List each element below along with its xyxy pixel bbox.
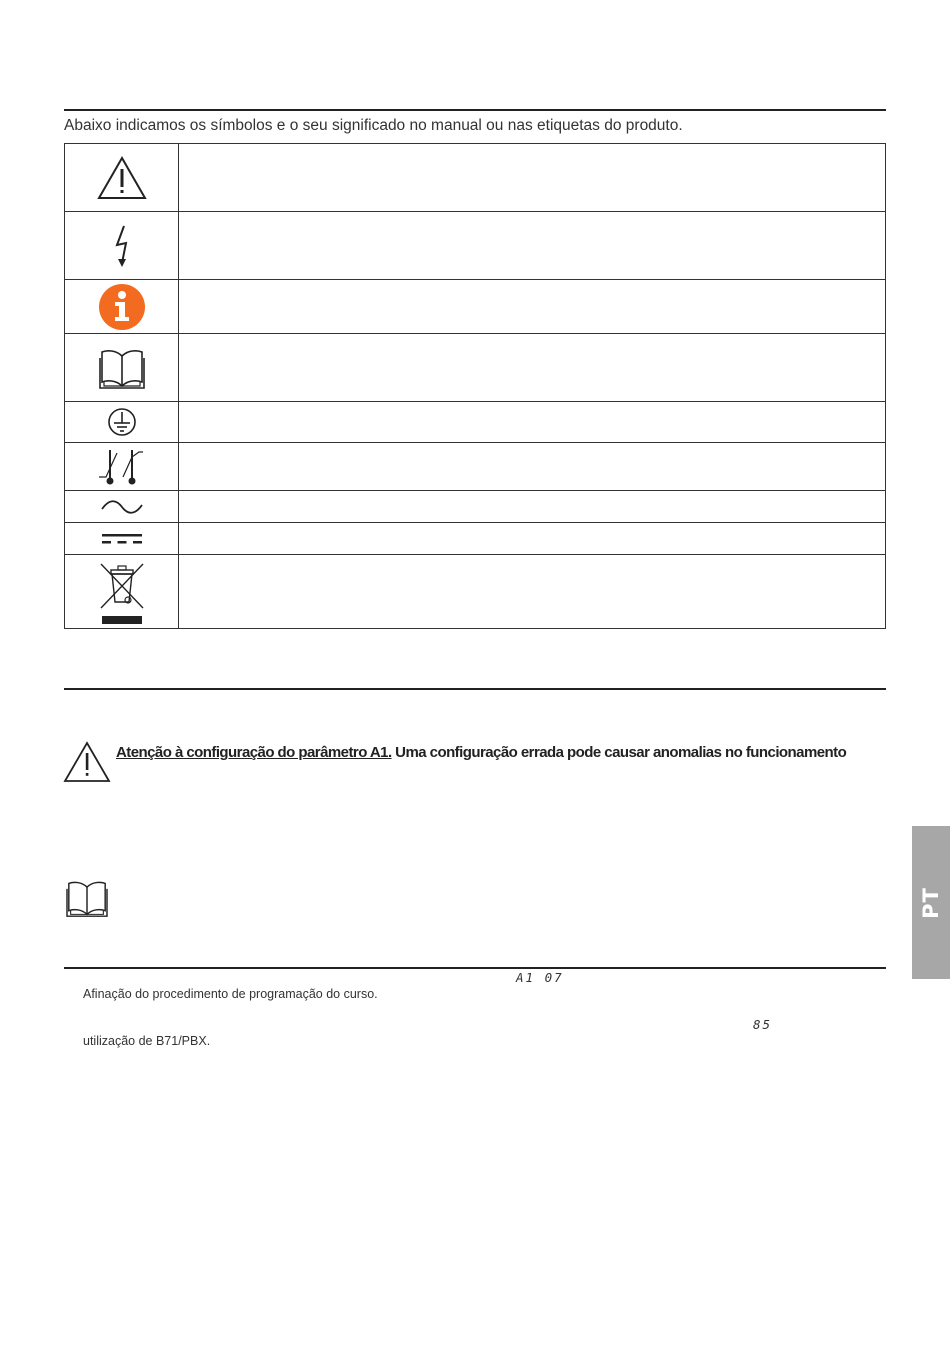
- bottom-rule: [64, 967, 886, 969]
- language-tab: [912, 826, 950, 979]
- warning-triangle-icon: [96, 155, 148, 201]
- open-book-icon: [64, 878, 110, 918]
- symbol-description: [179, 402, 886, 443]
- display-readout-a1: A1 07: [516, 970, 564, 985]
- symbol-description: [179, 280, 886, 334]
- symbol-description: [179, 523, 886, 555]
- intro-text: Abaixo indicamos os símbolos e o seu significado no manual ou nas etiquetas do produto.: [64, 117, 683, 134]
- warning-triangle-icon: [63, 740, 111, 784]
- alternating-current-icon: [100, 499, 144, 515]
- lightning-bolt-icon: [111, 223, 133, 269]
- symbol-description: [179, 491, 886, 523]
- table-row: [65, 491, 886, 523]
- table-row: [65, 443, 886, 491]
- display-readout-85: 85: [753, 1017, 773, 1032]
- table-row: [65, 523, 886, 555]
- crossed-bin-weee-icon: [97, 558, 147, 626]
- symbols-table: [64, 143, 886, 629]
- symbol-description: [179, 212, 886, 280]
- table-row: [65, 555, 886, 629]
- open-book-icon: [97, 346, 147, 390]
- note-text: Afinação do procedimento de programação do curso.: [83, 987, 378, 1001]
- information-icon: [98, 283, 146, 331]
- symbol-description: [179, 555, 886, 629]
- table-row: [65, 212, 886, 280]
- temperature-range-icon: [97, 447, 147, 487]
- table-row: [65, 144, 886, 212]
- warning-text: Uma configuração errada pode causar anomalias no funcionamento: [391, 744, 847, 761]
- symbol-description: [179, 334, 886, 402]
- language-tab-label: PT: [919, 886, 943, 919]
- note-text: utilização de B71/PBX.: [83, 1034, 211, 1048]
- top-rule: [64, 109, 886, 111]
- direct-current-icon: [100, 532, 144, 546]
- symbol-description: [179, 144, 886, 212]
- warning-underlined-text: Atenção à configuração do parâmetro A1.: [116, 744, 392, 761]
- protective-earth-icon: [107, 407, 137, 437]
- section-rule: [64, 688, 886, 690]
- symbol-description: [179, 443, 886, 491]
- table-row: [65, 334, 886, 402]
- table-row: [65, 402, 886, 443]
- table-row: [65, 280, 886, 334]
- a1-parameter-warning: [116, 744, 846, 761]
